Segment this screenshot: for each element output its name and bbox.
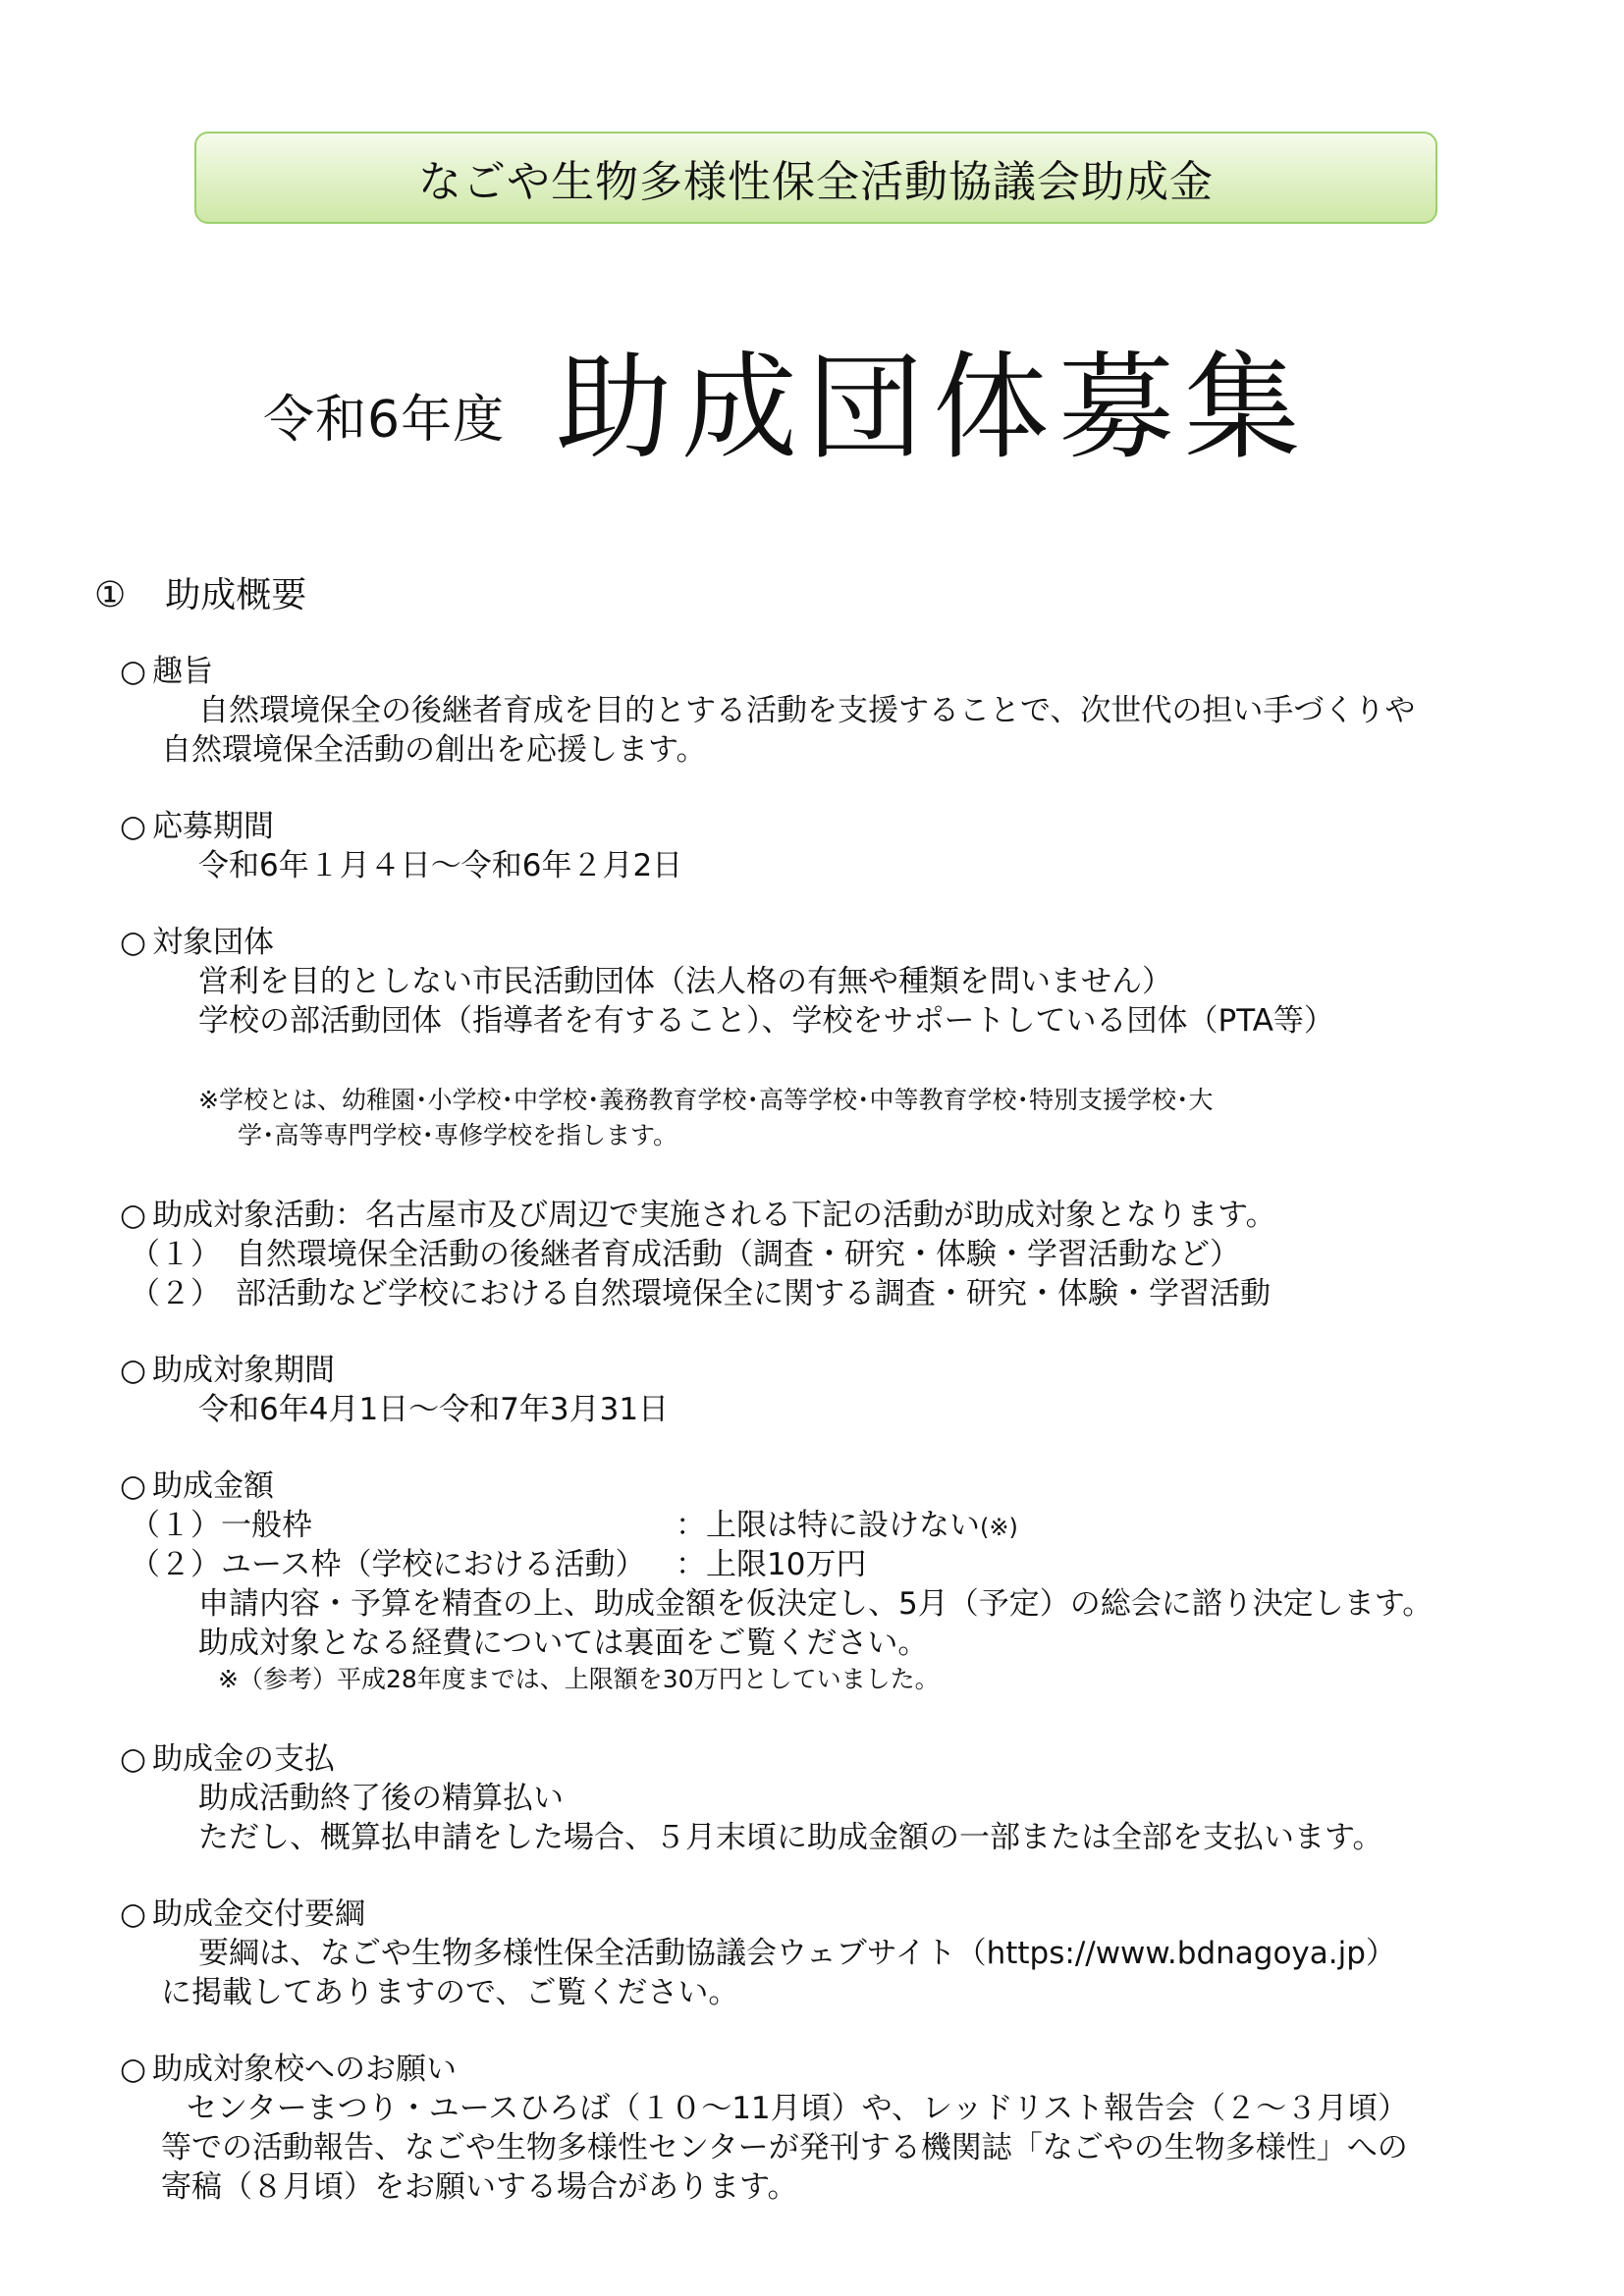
- guidelines-heading: [120, 1895, 365, 1934]
- school-request-heading-text: 助成対象校へのお願い: [152, 2052, 458, 2087]
- circle-bullet-icon: ○: [120, 1741, 147, 1777]
- section-number: ①: [94, 575, 127, 615]
- grant-period-heading: [120, 1351, 335, 1390]
- item-number: （２）: [130, 1276, 221, 1311]
- eligible-groups-heading: [120, 923, 274, 962]
- payment-line-1: 助成活動終了後の精算払い: [198, 1781, 564, 1816]
- purpose-heading-text: 趣旨: [152, 654, 214, 689]
- circle-bullet-icon: ○: [120, 654, 147, 689]
- eligible-activities-heading-text: 助成対象活動：名古屋市及び周辺で実施される下記の活動が助成対象となります。: [152, 1198, 1276, 1233]
- eligible-activities-heading: [120, 1196, 1276, 1235]
- school-definition-note-2: 学･高等専門学校･専修学校を指します。: [238, 1121, 678, 1149]
- circle-bullet-icon: ○: [120, 1896, 147, 1932]
- eligible-groups-line-1: 営利を目的としない市民活動団体（法人格の有無や種類を問いません）: [198, 964, 1172, 999]
- title-main: 助成団体募集: [556, 340, 1311, 475]
- grant-amount-line-1: 申請内容・予算を精査の上、助成金額を仮決定し、5月（予定）の総会に諮り決定します。: [198, 1586, 1434, 1622]
- circle-bullet-icon: ○: [120, 809, 147, 844]
- purpose-line-2: 自然環境保全活動の創出を応援します。: [161, 732, 707, 768]
- section-title: 助成概要: [165, 575, 307, 615]
- item-text: 自然環境保全活動の後継者育成活動（調査・研究・体験・学習活動など）: [236, 1237, 1240, 1272]
- circle-bullet-icon: ○: [120, 1353, 147, 1388]
- school-request-line-1: センターまつり・ユースひろば（１０～11月頃）や、レッドリスト報告会（２～３月頃）: [187, 2091, 1409, 2126]
- item-text: 部活動など学校における自然環境保全に関する調査・研究・体験・学習活動: [236, 1276, 1271, 1311]
- grant-amount-line-2: 助成対象となる経費については裏面をご覧ください。: [198, 1626, 929, 1661]
- payment-line-2: ただし、概算払申請をした場合、５月末頃に助成金額の一部または全部を支払います。: [198, 1820, 1383, 1855]
- grant-period-text: 令和6年4月1日～令和7年3月31日: [198, 1392, 670, 1427]
- eligible-groups-heading-text: 対象団体: [152, 925, 275, 960]
- circle-bullet-icon: ○: [120, 1198, 147, 1233]
- section-heading: [94, 567, 306, 617]
- guidelines-line-2: に掲載してありますので、ご覧ください。: [161, 1975, 739, 2010]
- eligible-groups-line-2: 学校の部活動団体（指導者を有すること）、学校をサポートしている団体（PTA等）: [198, 1003, 1334, 1039]
- amount-label: （１）一般枠: [130, 1508, 312, 1543]
- grant-amount-heading-text: 助成金額: [152, 1468, 275, 1504]
- page-title: [263, 334, 1310, 481]
- grant-amount-row-general: [130, 1506, 1018, 1547]
- guidelines-heading-text: 助成金交付要綱: [152, 1896, 366, 1932]
- item-number: （１）: [130, 1237, 221, 1272]
- payment-heading-text: 助成金の支払: [152, 1741, 336, 1777]
- circle-bullet-icon: ○: [120, 1468, 147, 1504]
- purpose-line-1: 自然環境保全の後継者育成を目的とする活動を支援することで、次世代の担い手づくりや: [198, 693, 1416, 728]
- application-period-heading: [120, 807, 274, 846]
- guidelines-line-1: 要綱は、なごや生物多様性保全活動協議会ウェブサイト（https://www.bdnagoya.jp）: [198, 1936, 1396, 1971]
- purpose-heading: [120, 652, 213, 691]
- grant-amount-heading: [120, 1467, 274, 1506]
- school-request-line-2: 等での活動報告、なごや生物多様性センターが発刊する機関誌「なごやの生物多様性」への: [161, 2130, 1408, 2165]
- amount-value: ：上限10万円: [676, 1547, 867, 1582]
- banner-title: なごや生物多様性保全活動協議会助成金: [418, 157, 1214, 207]
- amount-label: （２）ユース枠（学校における活動）: [130, 1547, 646, 1582]
- grant-amount-note: ※（参考）平成28年度までは、上限額を30万円としていました。: [218, 1665, 940, 1693]
- circle-bullet-icon: ○: [120, 925, 147, 960]
- program-banner: [194, 132, 1437, 224]
- title-year: 令和6年度: [263, 391, 506, 450]
- school-definition-note-1: ※学校とは、幼稚園･小学校･中学校･義務教育学校･高等学校･中等教育学校･特別支援学校･大: [198, 1086, 1214, 1114]
- amount-note-mark: (※): [980, 1514, 1018, 1541]
- payment-heading: [120, 1739, 335, 1779]
- grant-amount-row-youth: [130, 1545, 866, 1584]
- eligible-activity-item-1: [130, 1235, 1240, 1274]
- application-period-heading-text: 応募期間: [152, 809, 275, 844]
- application-period-text: 令和6年１月４日～令和6年２月2日: [198, 848, 683, 883]
- eligible-activity-item-2: [130, 1274, 1271, 1313]
- school-request-line-3: 寄稿（８月頃）をお願いする場合があります。: [161, 2169, 798, 2205]
- grant-period-heading-text: 助成対象期間: [152, 1353, 336, 1388]
- circle-bullet-icon: ○: [120, 2052, 147, 2087]
- amount-value: ：上限は特に設けない: [676, 1508, 980, 1543]
- school-request-heading: [120, 2050, 457, 2089]
